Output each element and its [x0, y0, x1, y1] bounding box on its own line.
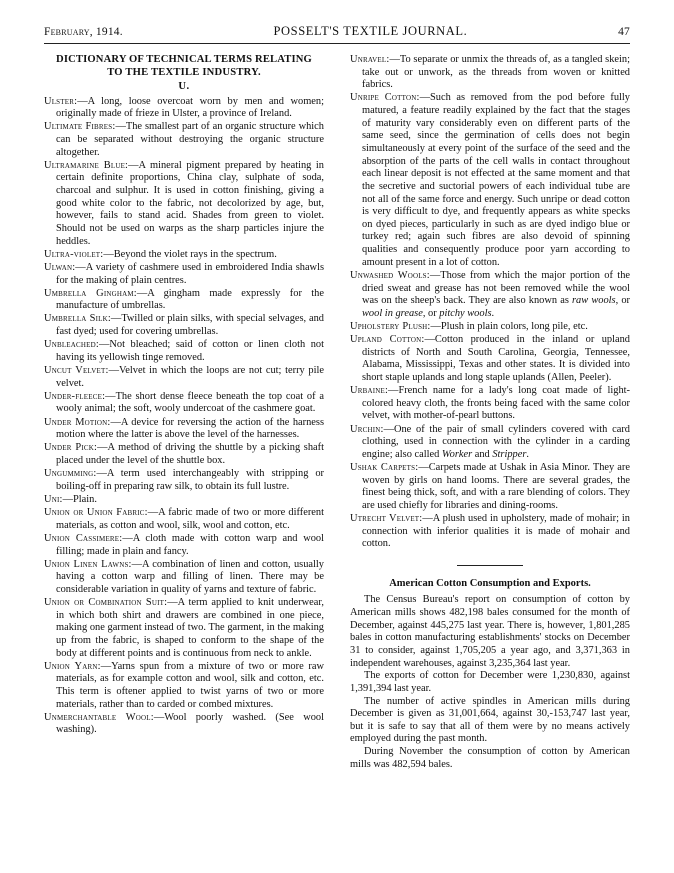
entry-term: Umbrella Silk: — [44, 313, 111, 325]
entry-term: Union Linen Lawns: — [44, 558, 132, 570]
dictionary-entry — [44, 160, 324, 248]
page-number: 47 — [618, 26, 630, 38]
entry-definition: —To separate or unmix the threads of, as a tangled skein; take out or unwork, as the threads from woven or knitted fabrics. — [362, 54, 630, 91]
entry-definition: —A cloth made with cotton warp and wool filling; made in plain and fancy. — [56, 532, 325, 557]
entry-term: Union Yarn: — [44, 660, 101, 672]
article-paragraph: During November the consumption of cotton by American mills was 482,594 bales. — [350, 746, 630, 770]
header-rule — [44, 43, 630, 44]
entry-definition: —Yarns spun from a mixture of two or more raw materials, as for example cotton and wool, silk and cotton, etc. This term is oftener applied to twist yarns of two or more materials, rather than to carded or combed mixtures. — [56, 660, 324, 710]
entry-definition: —A device for reversing the action of the harness motion where the latter is above the level of the harnesses. — [56, 416, 325, 441]
entry-definition: —A combination of linen and cotton, usually having a cotton warp and filling of linen. There may be considerable variation in quality of yarns and texture of fabric. — [56, 558, 324, 595]
dictionary-entry — [44, 339, 324, 364]
entry-term: Unripe Cotton: — [350, 92, 420, 104]
entry-definition: —Such as removed from the pod before fully matured, a feature readily explained by the fact that the stages of maturity vary considerably even on different parts of the same seed, since the germination of cells does not begin simultaneously at every point of the surface of the seed and the absorption of the parts of the cell walls in contact throughout each linear deposit is not effected at the same moment and that the secretive and suctorial powers of each individual tube are not all of the same force and energy. Such unripe or dead cotton is very difficult to dye, and frequently appears as white specks on dyed pieces, particularly in such as are dyed indigo blue or turkey red; again such fibres are also devoid of spinning qualities and consequently produce poor yarn according to amount present in a lot of cotton. — [362, 92, 630, 268]
entry-term: Under Motion: — [44, 416, 111, 428]
dictionary-entry — [44, 365, 324, 390]
entry-term: Ushak Carpets: — [350, 462, 419, 473]
entry-definition: —Plain. — [62, 493, 97, 505]
entry-definition: —A gingham made expressly for the manufacture of umbrellas. — [56, 287, 324, 312]
dictionary-entry — [44, 417, 324, 442]
dictionary-title-line-1: DICTIONARY OF TECHNICAL TERMS RELATING — [56, 54, 312, 65]
entry-definition: —Velvet in which the loops are not cut; terry pile velvet. — [56, 365, 324, 389]
entry-definition: —Cotton produced in the inland or upland districts of North and South Carolina, Georgia, Tennessee, Alabama, Mississippi, Texas and other states. It is divided into short staple uplands and long staple uplands (Allen, Peeler). — [362, 334, 630, 384]
entry-term: Unmerchantable Wool: — [44, 711, 154, 723]
entry-definition: —Wool poorly washed. (See wool washing). — [56, 711, 325, 736]
journal-title: POSSELT'S TEXTILE JOURNAL. — [273, 24, 468, 38]
entry-term: Ulster: — [44, 95, 78, 107]
dictionary-entry — [44, 661, 324, 712]
entry-term: Unravel: — [350, 54, 390, 65]
entry-term: Ulwan: — [44, 261, 76, 273]
entry-definition: —A plush used in upholstery, made of mohair; in connection with inferior qualities it is made of mohair and cotton. — [362, 513, 630, 550]
dictionary-title-line-2: TO THE TEXTILE INDUSTRY. — [107, 66, 261, 78]
entry-term: Uni: — [44, 493, 63, 505]
dictionary-entry — [44, 121, 324, 159]
section-divider — [350, 560, 630, 573]
entry-definition: —Plush in plain colors, long pile, etc. — [430, 320, 588, 332]
entry-definition: —A method of driving the shuttle by a picking shaft placed under the level of the shuttle box. — [56, 442, 324, 467]
running-head — [44, 24, 630, 42]
entry-term: Uncut Velvet: — [44, 365, 109, 377]
dictionary-entry — [350, 270, 630, 321]
dictionary-entry — [44, 442, 324, 467]
two-column-body — [44, 54, 630, 771]
dictionary-entry — [44, 533, 324, 558]
dictionary-entry — [44, 468, 324, 493]
dictionary-entry — [44, 712, 324, 737]
entry-definition: —Beyond the violet rays in the spectrum. — [103, 248, 277, 260]
entry-definition: —One of the pair of small cylinders covered with card clothing, used in connection with the cylinder in a carding engine; also called Worker and Stripper. — [362, 423, 630, 460]
dictionary-entry — [44, 288, 324, 313]
entry-term: Utrecht Velvet: — [350, 513, 423, 525]
article-body — [350, 594, 630, 771]
entry-term: Unwashed Wools: — [350, 269, 430, 281]
left-column — [44, 54, 324, 738]
article-title: American Cotton Consumption and Exports. — [389, 577, 591, 589]
dictionary-entry — [44, 313, 324, 338]
entry-definition: —Those from which the major portion of the dried sweat and grease has not been removed while the wool was on the sheep's back. They are also known as raw wools, or wool in grease, or pitchy wools. — [362, 269, 631, 319]
entry-term: Urbaine: — [350, 385, 389, 397]
entry-term: Upholstery Plush: — [350, 320, 431, 332]
entry-definition: —A term used interchangeably with stripping or boiling-off in preparing raw silk, to obtain its full lustre. — [56, 468, 324, 492]
entry-term: Under-fleece: — [44, 390, 106, 402]
entry-definition: —Not bleached; said of cotton or linen cloth not having its yellowish tinge removed. — [56, 339, 324, 363]
entry-term: Union or Union Fabric: — [44, 507, 148, 519]
divider-rule — [457, 565, 523, 566]
entry-definition: —The short dense fleece beneath the top coat of a wooly animal; the soft, wooly undercoat of the cashmere goat. — [56, 390, 324, 415]
entry-term: Umbrella Gingham: — [44, 287, 137, 299]
entry-definition: —A mineral pigment prepared by heating in certain definite proportions, China clay, sulphate of soda, charcoal and sulphur. It is used in cotton finishing, giving a good white color to the fabric, not decolorized by age, but, however, fails to stand acid. Shades from green to violet. Should not be used on warps as the sharp particles injure the heddles. — [56, 159, 325, 247]
entry-definition: —Twilled or plain silks, with special selvages, and fast dyed; used for covering umbrellas. — [56, 313, 324, 338]
dictionary-entry — [44, 391, 324, 416]
dictionary-entry — [350, 385, 630, 423]
article-paragraph: The Census Bureau's report on consumption of cotton by American mills shows 482,198 bales consumed for the month of December, against 445,275 last year. There is, however, 1,801,285 bales in cotton manufacturing establishments' stocks on December 31 to consider, against 1,705,205 a year ago, and 3,371,363 in independent warehouses, against 3,235,364 last year. — [350, 594, 630, 669]
right-column — [350, 54, 630, 771]
dictionary-entry — [350, 513, 630, 551]
entry-definition: —A term applied to knit underwear, in which both shirt and drawers are combined in one piece, making one garment instead of two. The garment, in the making up from the fabric, is shaped to conform to the shape of the body at different points and is continuous from neck to ankle. — [56, 597, 324, 659]
dictionary-entry — [44, 249, 324, 262]
article-paragraph: The exports of cotton for December were 1,230,830, against 1,391,394 last year. — [350, 670, 630, 694]
dictionary-entry — [350, 462, 630, 513]
dictionary-entry — [44, 494, 324, 507]
dictionary-entry — [350, 321, 630, 334]
entry-term: Under Pick: — [44, 442, 98, 454]
dictionary-entry — [350, 54, 630, 92]
dictionary-entry — [44, 262, 324, 287]
left-entry-list — [44, 96, 324, 738]
entry-term: Union or Combination Suit: — [44, 597, 168, 609]
issue-date: February, 1914. — [44, 26, 123, 38]
dictionary-entry — [44, 96, 324, 121]
entry-term: Ungumming: — [44, 468, 97, 480]
entry-term: Union Cassimere: — [44, 532, 123, 544]
entry-definition: —French name for a lady's long coat made of light-colored heavy cloth, the fronts being faced with the same color velvet, with mother-of-pearl buttons. — [362, 385, 630, 422]
entry-definition: —A long, loose overcoat worn by men and women; originally made of frieze in Ulster, a province of Ireland. — [56, 95, 324, 120]
dictionary-entry — [44, 597, 324, 660]
entry-term: Ultramarine Blue: — [44, 159, 129, 171]
entry-term: Ultimate Fibres: — [44, 121, 116, 133]
article-paragraph: The number of active spindles in American mills during December is given as 31,001,664, against 30,-153,747 last year, but it is safe to say that all of them were by no means actively employed during the past month. — [350, 695, 630, 745]
entry-definition: —A fabric made of two or more different materials, as cotton and wool, silk, wool and cotton, etc. — [56, 507, 324, 531]
dictionary-entry — [350, 334, 630, 385]
dictionary-title — [44, 54, 324, 80]
letter-heading: U. — [178, 80, 190, 92]
entry-term: Ultra-violet: — [44, 248, 104, 260]
entry-term: Unbleached: — [44, 339, 99, 351]
dictionary-entry — [350, 424, 630, 462]
dictionary-entry — [44, 559, 324, 597]
dictionary-entry — [44, 507, 324, 532]
entry-term: Urchin: — [350, 423, 384, 435]
dictionary-entry — [350, 92, 630, 269]
entry-definition: —The smallest part of an organic structure which can be separated without destroying the organic structure altogether. — [56, 121, 324, 158]
right-entry-list — [350, 54, 630, 551]
entry-definition: —Carpets made at Ushak in Asia Minor. They are woven by girls on hand looms. There are several grades, the finest being thick, soft, and with a rare blending of colors. They are used chiefly for libraries and dining-rooms. — [362, 462, 630, 511]
entry-definition: —A variety of cashmere used in embroidered India shawls for the making of plain centres. — [56, 261, 324, 286]
entry-term: Upland Cotton: — [350, 334, 425, 346]
